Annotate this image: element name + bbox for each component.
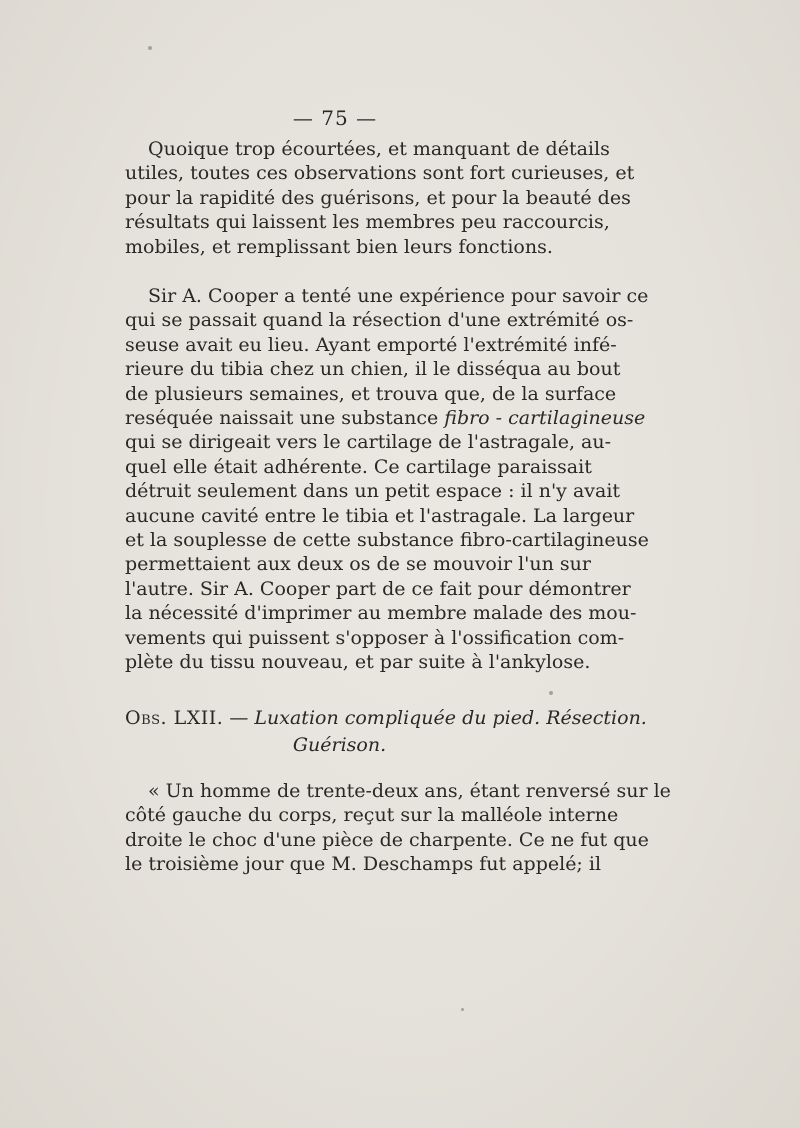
- observation-heading: [125, 705, 647, 759]
- text-line: pour la rapidité des guérisons, et pour la beauté des: [125, 186, 631, 209]
- text-line: Sir A. Cooper a tenté une expérience pour savoir ce: [148, 285, 649, 307]
- text-line: quel elle était adhérente. Ce cartilage paraissait: [125, 455, 592, 478]
- text-line-with-italic: [125, 406, 646, 430]
- paper-speck: [549, 691, 553, 695]
- text-line: de plusieurs semaines, et trouva que, de la surface: [125, 382, 617, 405]
- observation-title-line-2: [125, 732, 554, 759]
- observation-title-continued: Guérison.: [292, 734, 387, 756]
- text-line: côté gauche du corps, reçut sur la malléole interne: [125, 804, 619, 827]
- paragraph-2: [125, 284, 649, 675]
- text-line: l'autre. Sir A. Cooper part de ce fait pour démontrer: [125, 577, 631, 600]
- text-line: vements qui puissent s'opposer à l'ossification com-: [125, 626, 625, 649]
- text-line: et la souplesse de cette substance fibro-cartilagineuse: [125, 529, 649, 552]
- text-line: Quoique trop écourtées, et manquant de détails: [148, 138, 610, 160]
- text-line: la nécessité d'imprimer au membre malade des mou-: [125, 602, 637, 625]
- observation-label: Obs. LXII.: [125, 707, 224, 729]
- observation-title: Luxation compliquée du pied. Résection.: [254, 707, 647, 729]
- paper-speck: [461, 1008, 464, 1011]
- text-line: seuse avait eu lieu. Ayant emporté l'extrémité infé-: [125, 333, 617, 356]
- text-line: permettaient aux deux os de se mouvoir l'un sur: [125, 553, 591, 576]
- page-number: — 75 —: [292, 106, 378, 130]
- paragraph-1: [125, 137, 635, 259]
- text-line: détruit seulement dans un petit espace : il n'y avait: [125, 480, 621, 503]
- observation-dash: —: [223, 707, 255, 729]
- text-line: le troisième jour que M. Deschamps fut appelé; il: [125, 853, 602, 876]
- text-line: mobiles, et remplissant bien leurs fonctions.: [125, 235, 553, 258]
- text-line: rieure du tibia chez un chien, il le disséqua au bout: [125, 358, 621, 381]
- text-line: plète du tissu nouveau, et par suite à l'ankylose.: [125, 651, 591, 674]
- text-segment: reséquée naissait une substance: [125, 407, 445, 430]
- text-line: résultats qui laissent les membres peu raccourcis,: [125, 211, 610, 234]
- text-line: utiles, toutes ces observations sont fort curieuses, et: [125, 162, 635, 185]
- text-line: qui se passait quand la résection d'une extrémité os-: [125, 309, 634, 332]
- text-line: qui se dirigeait vers le cartilage de l'astragale, au-: [125, 431, 612, 454]
- text-line: droite le choc d'une pièce de charpente. Ce ne fut que: [125, 828, 649, 851]
- observation-title-line-1: [125, 705, 647, 732]
- text-line: aucune cavité entre le tibia et l'astragale. La largeur: [125, 504, 635, 527]
- text-line: « Un homme de trente-deux ans, étant renversé sur le: [148, 780, 671, 802]
- paper-speck: [148, 46, 152, 50]
- paragraph-3: [125, 779, 671, 877]
- italic-term: fibro - cartilagineuse: [444, 407, 646, 430]
